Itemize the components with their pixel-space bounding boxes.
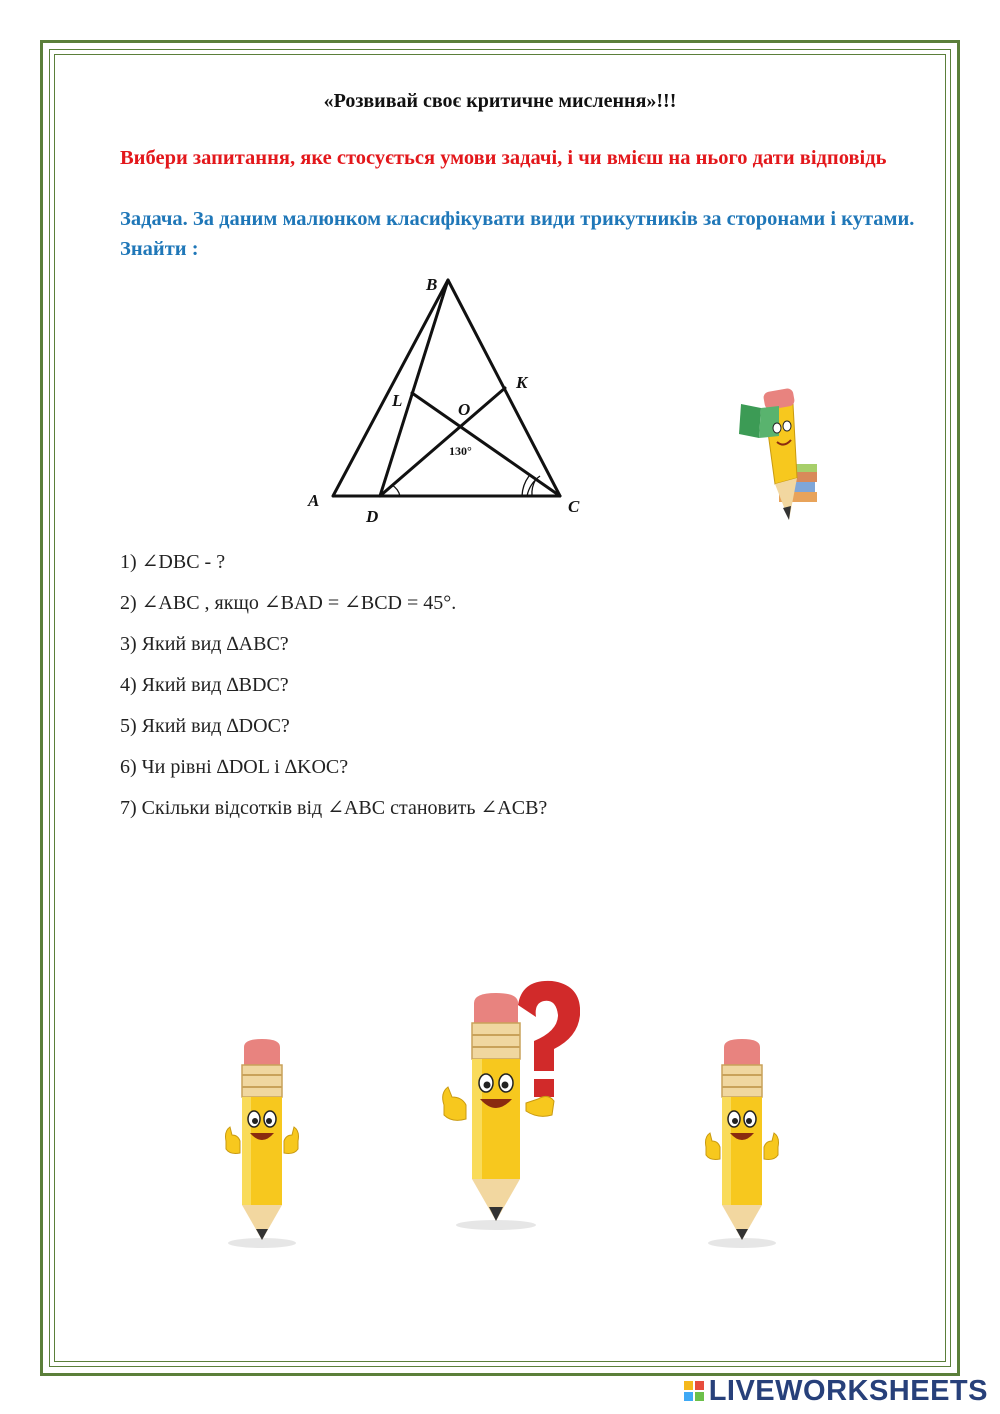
question-list <box>120 548 547 835</box>
triangle-figure <box>300 270 600 530</box>
label-b: B <box>426 275 438 294</box>
thumbs-up-pencil-left <box>210 1035 320 1255</box>
segment-cl <box>412 393 560 496</box>
worksheet-title: «Розвивай своє критичне мислення»!!! <box>323 90 677 112</box>
logo-text: LIVEWORKSHEETS <box>708 1374 988 1407</box>
label-l: L <box>392 391 403 410</box>
question-3[interactable]: 3) Який вид ∆ABC? <box>120 633 289 655</box>
instruction-text: Вибери запитання, яке стосується умови задачі, і чи вмієш на нього дати відповідь <box>120 147 887 169</box>
question-1[interactable]: 1) ∠DBC - ? <box>120 551 226 573</box>
label-c: C <box>568 497 580 516</box>
question-5[interactable]: 5) Який вид ∆DOC? <box>120 715 290 737</box>
label-d: D <box>366 507 379 526</box>
angle-arc-d <box>392 485 400 496</box>
task-text: Задача. За даним малюнком класифікувати види трикутників за сторонами і кутами. Знайти : <box>120 208 915 260</box>
question-2[interactable]: 2) ∠ABC , якщо ∠BAD = ∠BCD = 45°. <box>120 592 457 614</box>
logo-squares-icon <box>684 1381 704 1401</box>
question-6[interactable]: 6) Чи рівні ∆DOL і ∆KOC? <box>120 756 349 778</box>
thumbs-up-pencil-right <box>690 1035 800 1255</box>
question-7[interactable]: 7) Скільки відсотків від ∠ABC становить ∠ACB? <box>120 797 548 819</box>
label-k: K <box>516 373 528 392</box>
angle-130: 130° <box>449 444 472 458</box>
liveworksheets-logo <box>684 1374 988 1408</box>
question-4[interactable]: 4) Який вид ∆BDC? <box>120 674 289 696</box>
reading-pencil-image <box>735 380 830 525</box>
question-pencil-image <box>430 975 580 1235</box>
label-a: A <box>308 491 320 510</box>
label-o: O <box>458 400 471 419</box>
